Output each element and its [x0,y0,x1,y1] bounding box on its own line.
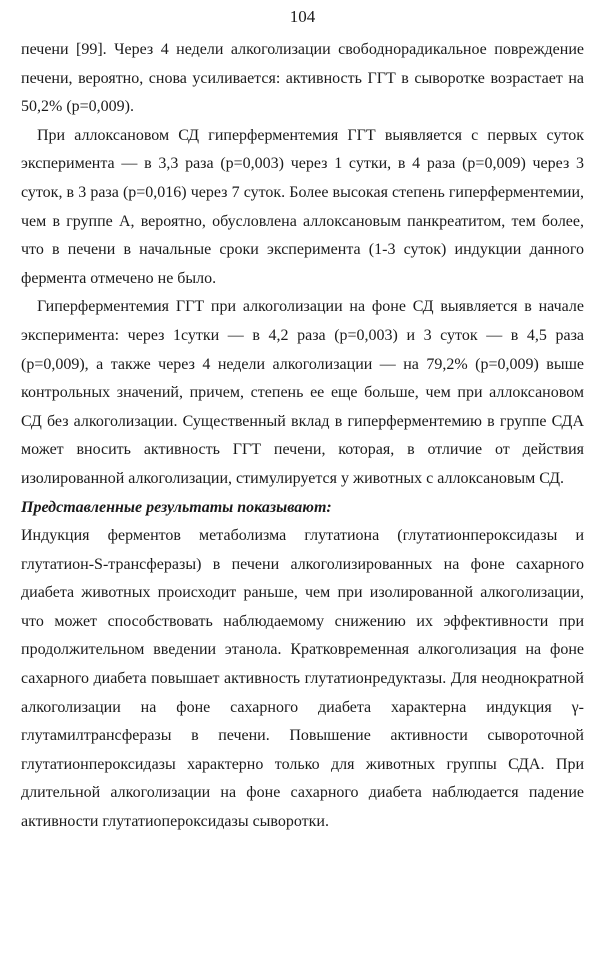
paragraph-alcoholization-diabetes: Гиперферментемия ГГТ при алкоголизации на фоне СД выявляется в начале эксперимента: через 1сутки — в 4,2 раза (р=0,003) и 3 суток — в 4,5 раза (р=0,009), а также через 4 недели алкоголизации — на 79,2% (р=0,009) выше контрольных значений, причем, степень ее еще больше, чем при аллоксановом СД без алкоголизации. Существенный вклад в гиперферментемию в группе СДА может вносить активность ГГТ печени, которая, в отличие от действия изолированной алкоголизации, стимулируется у животных с аллоксановым СД. [21,298,584,487]
paragraph-continuation: печени [99]. Через 4 недели алкоголизации свободнорадикальное повреждение печени, вероятно, снова усиливается: активность ГГТ в сыворотке возрастает на 50,2% (р=0,009). [21,41,584,116]
document-body [21,36,584,837]
results-heading: Представленные результаты показывают: [21,498,332,516]
paragraph-alloxan-diabetes: При аллоксановом СД гиперферментемия ГГТ выявляется с первых суток эксперимента — в 3,3 раза (р=0,003) через 1 сутки, в 4 раза (р=0,009) через 3 суток, в 3 раза (р=0,016) через 7 суток. Более высокая степень гиперферментемии, чем в группе А, вероятно, обусловлена аллоксановым панкреатитом, тем более, что в печени в начальные сроки эксперимента (1-3 суток) индукции данного фермента отмечено не было. [21,126,584,287]
paragraph-conclusions: Индукция ферментов метаболизма глутатиона (глутатионпероксидазы и глутатион-S-трансферазы) в печени алкоголизированных на фоне сахарного диабета животных происходит раньше, чем при изолированной алкоголизации, что может способствовать наблюдаемому снижению их эффективности при продолжительном введении этанола. Кратковременная алкоголизация на фоне сахарного диабета повышает активность глутатионредуктазы. Для неоднократной алкоголизации на фоне сахарного диабета характерна индукция γ-глутамилтрансферазы в печени. Повышение активности сывороточной глутатионпероксидазы характерно только для животных группы СДА. При длительной алкоголизации на фоне сахарного диабета наблюдается падение активности глутатиопероксидазы сыворотки. [21,527,584,831]
page-number: 104 [289,7,316,26]
